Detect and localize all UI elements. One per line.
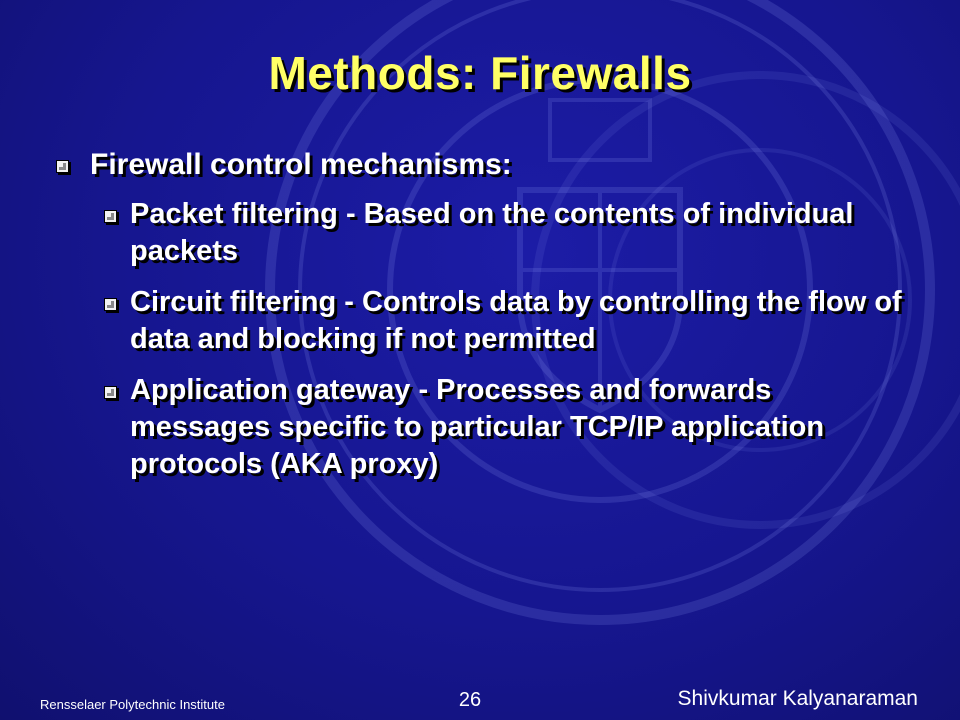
- square-bullet-icon: [104, 386, 117, 399]
- slide-title: Methods: Firewalls: [268, 47, 692, 99]
- bullet-item: [52, 146, 912, 184]
- bullet-text: Application gateway - Processes and forwards messages specific to particular TCP/IP application protocols (AKA proxy): [130, 374, 825, 480]
- bullet-list: [52, 146, 912, 497]
- footer-author: Shivkumar Kalyanaraman: [677, 687, 918, 710]
- square-bullet-icon: [104, 298, 117, 311]
- sub-bullet-item: [52, 284, 912, 358]
- footer-institution: Rensselaer Polytechnic Institute: [40, 697, 225, 712]
- page-number: 26: [458, 689, 482, 711]
- sub-bullet-item: [52, 196, 912, 270]
- bullet-text: Circuit filtering - Controls data by controlling the flow of data and blocking if not permitted: [130, 286, 902, 355]
- square-bullet-icon: [56, 160, 69, 173]
- bullet-text: Firewall control mechanisms:: [90, 148, 512, 181]
- bullet-text: Packet filtering - Based on the contents of individual packets: [130, 198, 854, 267]
- square-bullet-icon: [104, 210, 117, 223]
- sub-bullet-item: [52, 372, 912, 483]
